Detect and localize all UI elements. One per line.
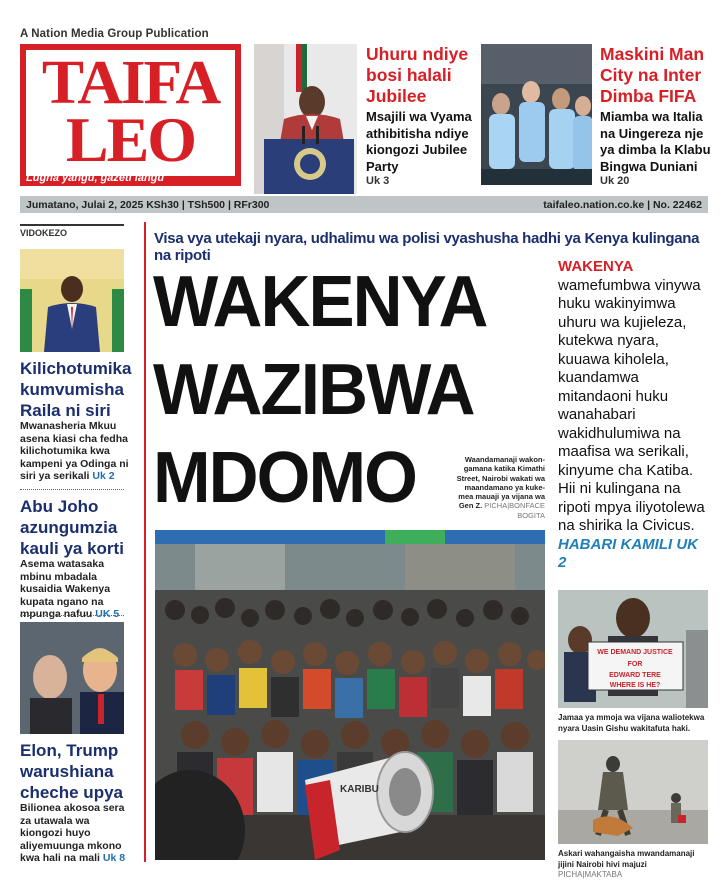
- sidebar-label: VIDOKEZO: [20, 224, 124, 238]
- megaphone-text: KARIBU: [340, 784, 379, 795]
- masthead-logo[interactable]: [20, 44, 241, 186]
- sidebar-story-3-text: Bilionea akosoa sera za utawala wa kiongozi huyo aliyemuunga mkono kwa hali na mali Uk 8: [20, 802, 126, 864]
- police-photo-credit: PICHA|MAKTABA: [558, 870, 623, 879]
- masthead-tagline: Lugha yangu, gazeti langu: [26, 172, 165, 184]
- raila-photo[interactable]: [20, 249, 124, 352]
- sidebar-story-3-page[interactable]: Uk 8: [102, 852, 126, 864]
- logo-title-taifa: TAIFA: [41, 49, 220, 117]
- main-photo-credit: PICHA|BONFACE BOGITA: [484, 501, 545, 520]
- main-photo-caption: Waandamanaji wakon-gamana katika Kimathi Street, Nairobi wakati wa maandamano ya kuke-mea mauaji ya vijana wa Gen Z. PICHA|BONFACE BOGITA: [456, 455, 545, 520]
- uhuru-photo[interactable]: [254, 44, 357, 194]
- teaser-mancity-text: Miamba wa Italia na Uingereza nje ya dimba la Klabu Bingwa Duniani: [600, 109, 711, 174]
- police-photo[interactable]: [558, 740, 708, 844]
- sidebar-story-1-text: Mwanasheria Mkuu asena kiasi cha fedha kilichotumika kwa kampeni ya Odinga ni siri ya serikali Uk 2: [20, 420, 129, 482]
- musk-trump-photo[interactable]: [20, 622, 124, 734]
- sidebar-story-2-page[interactable]: UK 5: [95, 608, 120, 620]
- svg-text:WE DEMAND JUSTICE: WE DEMAND JUSTICE: [597, 649, 673, 656]
- sidebar-story-1-page[interactable]: Uk 2: [92, 470, 115, 482]
- column-divider: [144, 222, 146, 862]
- svg-text:WHERE IS HE?: WHERE IS HE?: [609, 682, 661, 689]
- family-protest-photo[interactable]: [558, 590, 708, 708]
- sidebar-divider: [20, 489, 124, 490]
- sidebar-story-2-text: Asema watasaka mbinu mbadala kusaidia Wakenya kupata ngano na mpunga nafuu UK 5: [20, 558, 120, 620]
- issue-date-price: Jumatano, Julai 2, 2025 KSh30 | TSh500 | RFr300: [26, 198, 270, 211]
- logo-title-leo: LEO: [65, 104, 196, 175]
- sidebar-divider: [20, 615, 124, 616]
- sidebar-story-2-title[interactable]: Abu Joho azungumzia kauli ya korti: [20, 497, 124, 558]
- teaser-uhuru-title[interactable]: Uhuru ndiye bosi halali Jubilee: [366, 44, 469, 106]
- dateline-bar: [20, 196, 708, 213]
- main-kicker[interactable]: Visa vya utekaji nyara, udhalimu wa polisi vyashusha hadhi ya Kenya kulingana na ripoti: [154, 230, 700, 264]
- read-more-link[interactable]: HABARI KAMILI UK 2: [558, 535, 698, 571]
- body-lead-word: WAKENYA: [558, 258, 634, 275]
- website-issue-number[interactable]: taifaleo.nation.co.ke | No. 22462: [543, 198, 702, 211]
- man-city-photo[interactable]: [481, 44, 592, 185]
- teaser-uhuru-text: Msajili wa Vyama athibitisha ndiye kiongozi Jubilee Party: [366, 109, 472, 174]
- family-photo-caption: Jamaa ya mmoja wa vijana waliotekwa nyara Uasin Gishu wakitafuta haki.: [558, 713, 705, 733]
- teaser-uhuru-page[interactable]: Uk 3: [366, 175, 390, 187]
- main-story-body: WAKENYA wamefumbwa vinywa huku wakinyimwa uhuru wa kujieleza, kutekwa nyara, kuuawa kiholela, kuandamwa mitandaoni huku wanahabari wakidhulumiwa na maafisa wa serikali, kinyume cha Katiba. Hii ni kulingana na ripoti mpya iliyotolewa na shirika la Civicus. HABARI KAMILI UK 2: [558, 258, 705, 571]
- svg-text:FOR: FOR: [627, 661, 643, 668]
- headline-line-2[interactable]: WAZIBWA: [153, 350, 474, 430]
- police-photo-caption: Askari wahangaisha mwandamanaji jijini Nairobi hivi majuzi PICHA|MAKTABA: [558, 849, 695, 879]
- sidebar-story-3-title[interactable]: Elon, Trump warushiana cheche upya: [20, 741, 123, 802]
- teaser-mancity-title[interactable]: Maskini Man City na Inter Dimba FIFA: [600, 44, 705, 106]
- protest-crowd-photo[interactable]: [155, 530, 545, 860]
- svg-text:EDWARD TERE: EDWARD TERE: [609, 672, 661, 679]
- logo-box: [26, 50, 235, 176]
- teaser-mancity-page[interactable]: Uk 20: [600, 175, 630, 187]
- publisher-line: A Nation Media Group Publication: [20, 28, 209, 40]
- headline-line-1[interactable]: WAKENYA: [153, 262, 487, 342]
- headline-line-3[interactable]: MDOMO: [153, 438, 417, 518]
- sidebar-story-1-title[interactable]: Kilichotumika kumvumisha Raila ni siri: [20, 359, 132, 420]
